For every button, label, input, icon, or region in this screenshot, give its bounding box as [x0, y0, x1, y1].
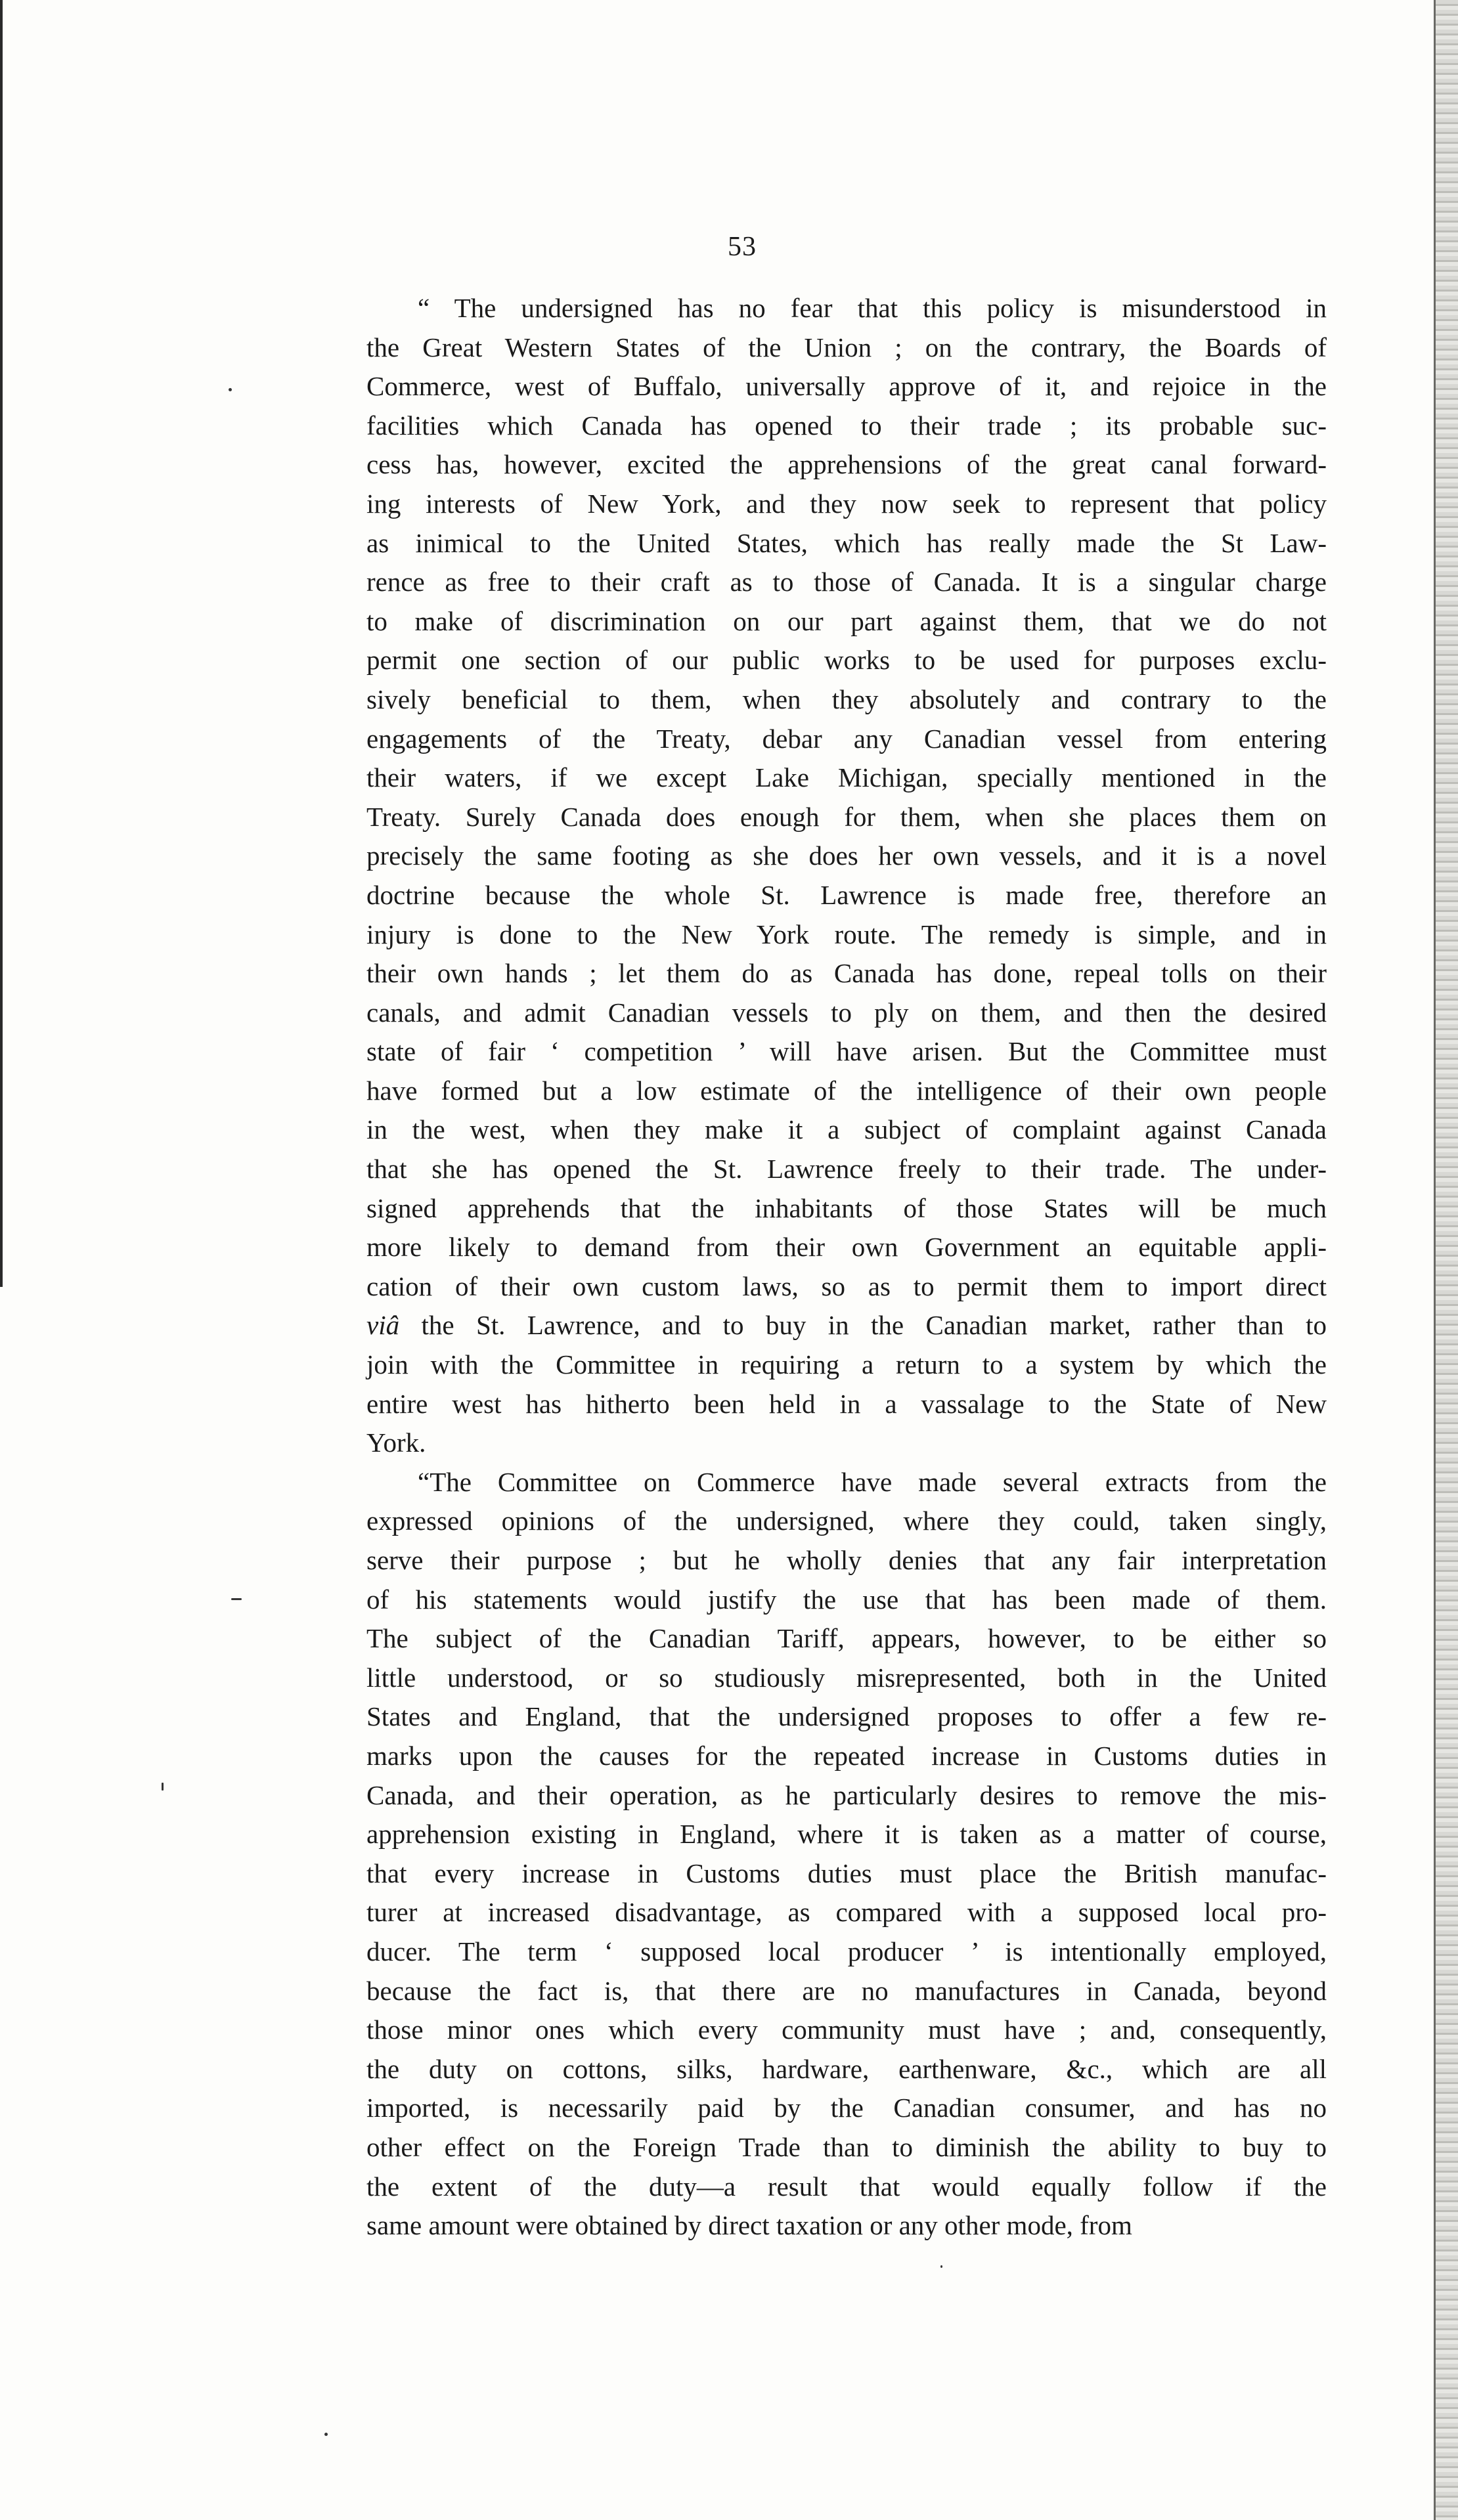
text-line: “ The undersigned has no fear that this policy is misunderstood in: [418, 293, 1327, 323]
text-line: that she has opened the St. Lawrence freely to their trade. The under-: [366, 1154, 1327, 1184]
text-line: little understood, or so studiously misrepresented, both in the United: [366, 1662, 1327, 1693]
text-line: viâ the St. Lawrence, and to buy in the Canadian market, rather than to: [366, 1310, 1327, 1341]
text-line: Treaty. Surely Canada does enough for them, when she places them on: [366, 801, 1327, 832]
body-text: [366, 289, 1327, 2246]
text-line: have formed but a low estimate of the intelligence of their own people: [366, 1075, 1327, 1106]
text-line: that every increase in Customs duties must place the British manufac-: [366, 1857, 1327, 1888]
text-line: marks upon the causes for the repeated increase in Customs duties in: [366, 1740, 1327, 1771]
text-line: of his statements would justify the use that has been made of them.: [366, 1584, 1327, 1615]
text-line: their waters, if we except Lake Michigan, specially mentioned in the: [366, 762, 1327, 793]
text-line: because the fact is, that there are no manufactures in Canada, beyond: [366, 1975, 1327, 2006]
text-line: other effect on the Foreign Trade than to diminish the ability to buy to: [366, 2131, 1327, 2162]
text-line: the Great Western States of the Union ; on the contrary, the Boards of: [366, 332, 1327, 362]
text-line: facilities which Canada has opened to their trade ; its probable suc-: [366, 410, 1327, 441]
ink-speck: [324, 2433, 328, 2436]
text-line: Canada, and their operation, as he particularly desires to remove the mis-: [366, 1779, 1327, 1810]
text-line: serve their purpose ; but he wholly denies that any fair interpretation: [366, 1545, 1327, 1575]
binding-edge: [1434, 0, 1458, 2520]
text-line: ducer. The term ‘ supposed local producer ’ is intentionally employed,: [366, 1936, 1327, 1966]
text-line: state of fair ‘ competition ’ will have arisen. But the Committee must: [366, 1036, 1327, 1067]
text-line: their own hands ; let them do as Canada has done, repeal tolls on their: [366, 958, 1327, 989]
text-line: canals, and admit Canadian vessels to ply on them, and then the desired: [366, 997, 1327, 1028]
text-line: “The Committee on Commerce have made several extracts from the: [418, 1466, 1327, 1497]
text-line: States and England, that the undersigned proposes to offer a few re-: [366, 1701, 1327, 1732]
text-line: permit one section of our public works to be used for purposes exclu-: [366, 645, 1327, 676]
text-line: sively beneficial to them, when they absolutely and contrary to the: [366, 684, 1327, 714]
text-line: the duty on cottons, silks, hardware, earthenware, &c., which are all: [366, 2053, 1327, 2084]
text-line: to make of discrimination on our part against them, that we do not: [366, 605, 1327, 636]
text-line: more likely to demand from their own Government an equitable appli-: [366, 1232, 1327, 1263]
text-line: entire west has hitherto been held in a vassalage to the State of New: [366, 1388, 1327, 1419]
text-line: doctrine because the whole St. Lawrence is made free, therefore an: [366, 879, 1327, 910]
ink-speck: [940, 2265, 942, 2268]
text-line: as inimical to the United States, which has really made the St Law-: [366, 527, 1327, 558]
text-line: apprehension existing in England, where it is taken as a matter of course,: [366, 1819, 1327, 1850]
ink-speck: [229, 388, 232, 391]
text-line: those minor ones which every community must have ; and, consequently,: [366, 2014, 1327, 2045]
ink-speck: [162, 1783, 164, 1791]
text-line: engagements of the Treaty, debar any Canadian vessel from entering: [366, 723, 1327, 754]
page-number: 53: [728, 232, 757, 262]
text-line: cation of their own custom laws, so as to permit them to import direct: [366, 1271, 1327, 1301]
text-line: signed apprehends that the inhabitants of those States will be much: [366, 1192, 1327, 1223]
text-line: join with the Committee in requiring a return to a system by which the: [366, 1349, 1327, 1380]
text-line: ing interests of New York, and they now seek to represent that policy: [366, 488, 1327, 519]
text-line: rence as free to their craft as to those of Canada. It is a singular charge: [366, 567, 1327, 597]
text-line: the extent of the duty—a result that would equally follow if the: [366, 2171, 1327, 2202]
text-line: The subject of the Canadian Tariff, appears, however, to be either so: [366, 1623, 1327, 1654]
ink-speck: [231, 1598, 242, 1600]
text-line: Commerce, west of Buffalo, universally approve of it, and rejoice in the: [366, 371, 1327, 402]
text-line: injury is done to the New York route. The remedy is simple, and in: [366, 919, 1327, 949]
text-line: precisely the same footing as she does her own vessels, and it is a novel: [366, 840, 1327, 871]
text-line: expressed opinions of the undersigned, where they could, taken singly,: [366, 1506, 1327, 1536]
text-line: imported, is necessarily paid by the Canadian consumer, and has no: [366, 2093, 1327, 2123]
left-margin-rule: [0, 0, 3, 1287]
text-line: cess has, however, excited the apprehensions of the great canal forward-: [366, 449, 1327, 480]
text-line: in the west, when they make it a subject of complaint against Canada: [366, 1114, 1327, 1145]
text-line: York.: [366, 1427, 426, 1458]
text-line: turer at increased disadvantage, as compared with a supposed local pro-: [366, 1897, 1327, 1928]
text-line: same amount were obtained by direct taxation or any other mode, from: [366, 2210, 1132, 2241]
